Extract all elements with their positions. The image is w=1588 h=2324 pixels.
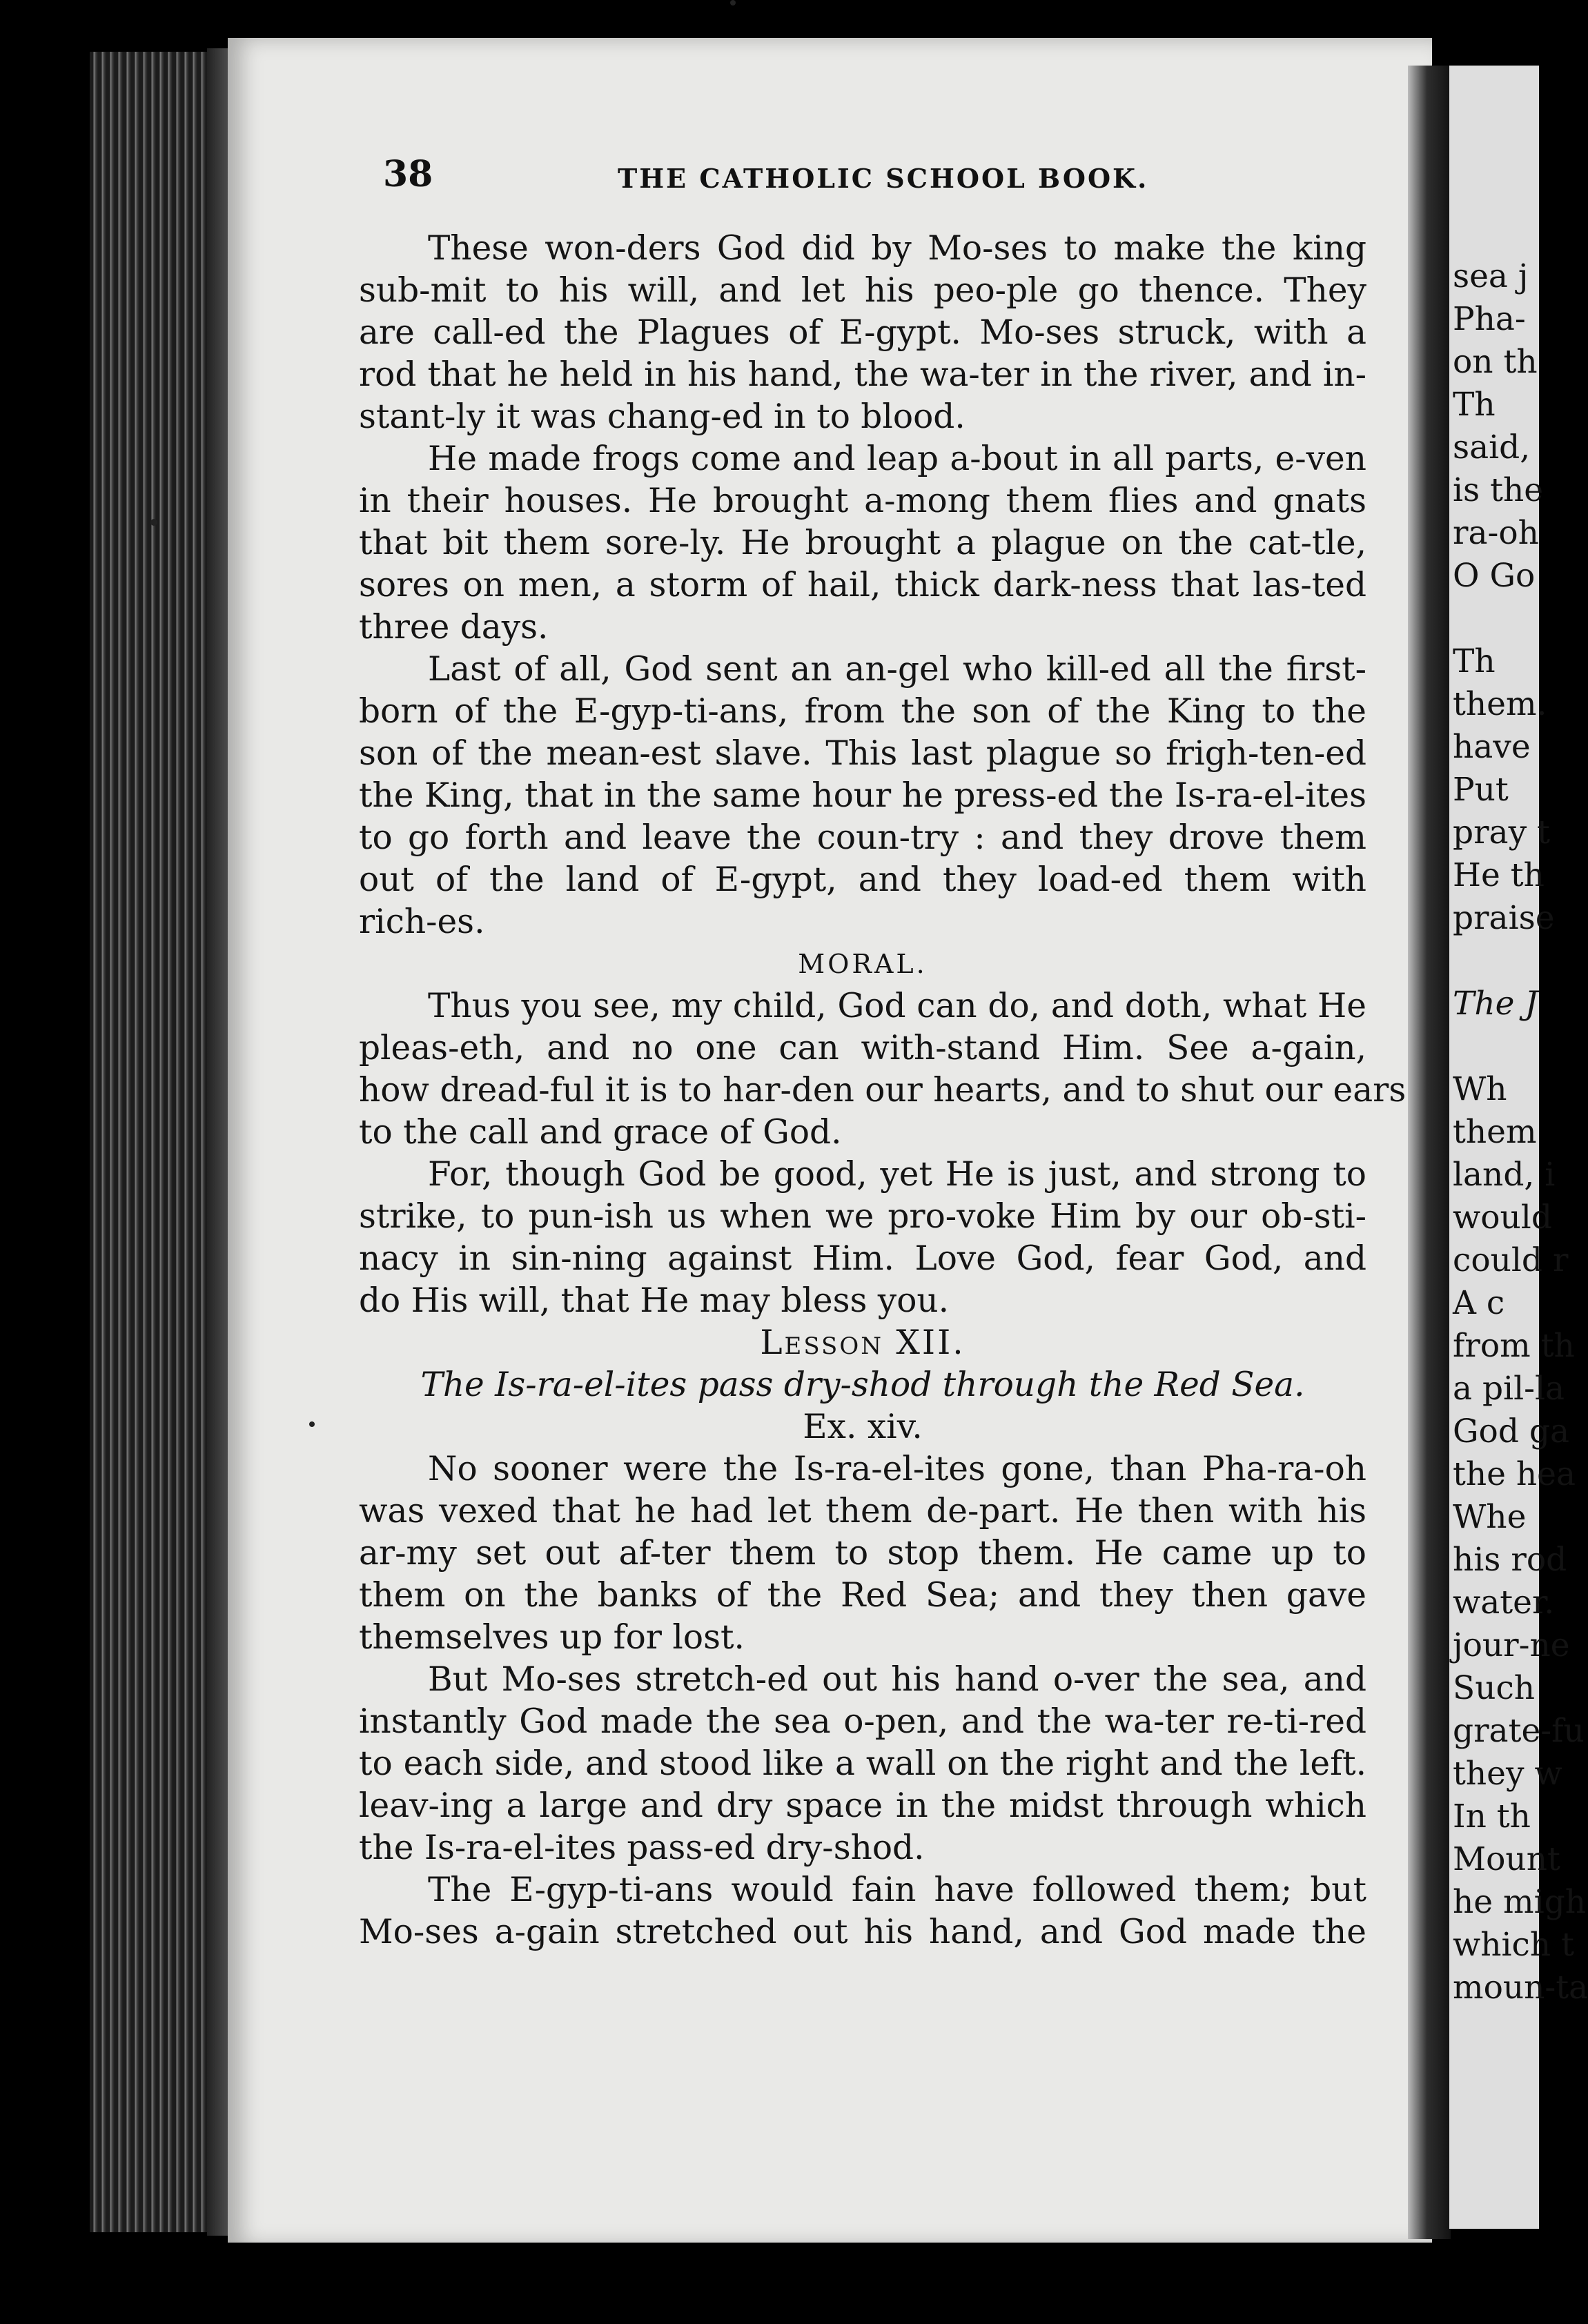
right-page-fragments xyxy=(1453,255,1588,2009)
text-line: the King, that in the same hour he press-ed the Is-ra-el-ites xyxy=(359,776,1366,815)
right-page-fragment xyxy=(1453,598,1542,640)
right-page-fragment xyxy=(1453,1025,1542,1068)
right-page-fragment: a pil-la xyxy=(1453,1370,1565,1408)
right-page-fragment: them. xyxy=(1453,685,1547,723)
running-title: THE CATHOLIC SCHOOL BOOK. xyxy=(618,163,1149,194)
section-heading-line: Lesson XII. xyxy=(760,1323,965,1362)
text-line: how dread-ful it is to har-den our hearts, and to shut our ears xyxy=(359,1071,1406,1110)
text-line: For, though God be good, yet He is just, and strong to xyxy=(428,1155,1366,1194)
page-body-text xyxy=(359,228,1406,1953)
right-page-fragment: In th xyxy=(1453,1798,1531,1835)
text-line: strike, to pun-ish us when we pro-voke Him by our ob-sti- xyxy=(359,1197,1366,1236)
scan-speck xyxy=(730,0,736,6)
scan-speck xyxy=(309,1421,315,1427)
text-line: three days. xyxy=(359,608,549,647)
right-page-fragment: them xyxy=(1453,1113,1537,1151)
text-line: that bit them sore-ly. He brought a plague on the cat-tle, xyxy=(359,524,1366,562)
right-page-fragment: Wh xyxy=(1453,1070,1507,1108)
right-page-fragment: is the xyxy=(1453,471,1544,509)
text-line: do His will, that He may bless you. xyxy=(359,1281,950,1320)
scan-bottom-margin xyxy=(0,2243,1539,2324)
text-line: the Is-ra-el-ites pass-ed dry-shod. xyxy=(359,1829,925,1867)
text-line: to the call and grace of God. xyxy=(359,1113,842,1152)
text-line: them on the banks of the Red Sea; and they then gave xyxy=(359,1576,1366,1615)
text-line: These won-ders God did by Mo-ses to make the king xyxy=(428,229,1366,268)
right-page-fragment: water. xyxy=(1453,1584,1555,1622)
right-page-fragment: on th xyxy=(1453,343,1538,381)
text-line: born of the E-gyp-ti-ans, from the son of the King to the xyxy=(359,692,1366,731)
right-page-fragment: O Go xyxy=(1453,557,1536,595)
text-line: was vexed that he had let them de-part. He then with his xyxy=(359,1492,1366,1530)
right-page-fragment: praise xyxy=(1453,899,1555,937)
text-line: He made frogs come and leap a-bout in all parts, e-ven xyxy=(428,440,1366,478)
text-line: No sooner were the Is-ra-el-ites gone, than Pha-ra-oh xyxy=(428,1450,1366,1488)
right-page-fragment: moun-ta xyxy=(1453,1969,1588,2007)
right-page-fragment: Th xyxy=(1453,642,1496,680)
right-page-fragment: land, i xyxy=(1453,1156,1556,1194)
page-number: 38 xyxy=(383,153,433,195)
text-line: Thus you see, my child, God can do, and doth, what He xyxy=(428,987,1366,1025)
text-line: leav-ing a large and dry space in the midst through which xyxy=(359,1786,1366,1825)
text-line: to go forth and leave the coun-try : and they drove them xyxy=(359,818,1366,857)
right-page-fragment xyxy=(1453,940,1542,983)
right-page-fragment: Mount xyxy=(1453,1840,1560,1878)
right-page-fragment: could r xyxy=(1453,1241,1569,1279)
right-page-fragment: Th xyxy=(1453,386,1496,424)
section-heading-line: The Is-ra-el-ites pass dry-shod through the Red Sea. xyxy=(420,1366,1305,1404)
text-line: nacy in sin-ning against Him. Love God, fear God, and xyxy=(359,1239,1366,1278)
right-page-fragment: he migh xyxy=(1453,1883,1586,1921)
text-line: stant-ly it was chang-ed in to blood. xyxy=(359,397,965,436)
right-page-fragment: Pha- xyxy=(1453,300,1526,338)
text-line: themselves up for lost. xyxy=(359,1618,745,1657)
text-line: Mo-ses a-gain stretched out his hand, and God made the xyxy=(359,1913,1366,1951)
text-line: rod that he held in his hand, the wa-ter in the river, and in- xyxy=(359,355,1366,394)
right-page-fragment: from th xyxy=(1453,1327,1575,1365)
text-line: are call-ed the Plagues of E-gypt. Mo-ses struck, with a xyxy=(359,313,1366,352)
section-heading-line: Ex. xiv. xyxy=(803,1408,923,1446)
right-page-fragment: the hea xyxy=(1453,1455,1576,1493)
right-page-fragment: Put xyxy=(1453,771,1509,809)
text-line: sores on men, a storm of hail, thick dark-ness that las-ted xyxy=(359,566,1366,604)
right-page-fragment: The J xyxy=(1453,985,1538,1023)
right-page-fragment: would xyxy=(1453,1199,1552,1237)
section-heading-line: MORAL. xyxy=(798,949,928,979)
running-header xyxy=(383,153,1363,208)
right-page-fragment: ra-oh xyxy=(1453,514,1539,552)
right-page-fragment: pray t xyxy=(1453,814,1550,851)
right-page-fragment: his rod xyxy=(1453,1541,1567,1579)
text-line: in their houses. He brought a-mong them flies and gnats xyxy=(359,482,1366,520)
text-line: son of the mean-est slave. This last plague so frigh-ten-ed xyxy=(359,734,1366,773)
text-line: ar-my set out af-ter them to stop them. He came up to xyxy=(359,1534,1366,1573)
right-page-fragment: have xyxy=(1453,728,1531,766)
right-page-fragment: sea j xyxy=(1453,257,1529,295)
text-line: out of the land of E-gypt, and they load-ed them with xyxy=(359,860,1366,899)
right-page-fragment: A c xyxy=(1453,1284,1505,1322)
text-line: pleas-eth, and no one can with-stand Him. See a-gain, xyxy=(359,1029,1366,1067)
text-line: sub-mit to his will, and let his peo-ple go thence. They xyxy=(359,271,1366,310)
right-page-fragment: grate-fu xyxy=(1453,1712,1585,1750)
scan-speck xyxy=(150,519,157,526)
right-page-fragment: which t xyxy=(1453,1926,1574,1964)
right-page-fragment: Such xyxy=(1453,1669,1536,1707)
right-page-fragment: jour-ne xyxy=(1453,1626,1570,1664)
text-line: The E-gyp-ti-ans would fain have followed them; but xyxy=(428,1871,1366,1909)
text-line: rich-es. xyxy=(359,903,485,941)
text-line: But Mo-ses stretch-ed out his hand o-ver the sea, and xyxy=(428,1660,1366,1699)
right-page-fragment: they w xyxy=(1453,1755,1562,1793)
right-page-fragment: God ga xyxy=(1453,1412,1569,1450)
right-page-fragment: said, xyxy=(1453,429,1531,466)
right-page-fragment: Whe xyxy=(1453,1498,1527,1536)
book-gutter xyxy=(1408,66,1451,2239)
text-line: Last of all, God sent an an-gel who kill-ed all the first- xyxy=(428,650,1366,689)
text-line: instantly God made the sea o-pen, and the wa-ter re-ti-red xyxy=(359,1702,1366,1741)
text-line: to each side, and stood like a wall on the right and the left. xyxy=(359,1744,1366,1783)
right-page-fragment: He th xyxy=(1453,856,1545,894)
